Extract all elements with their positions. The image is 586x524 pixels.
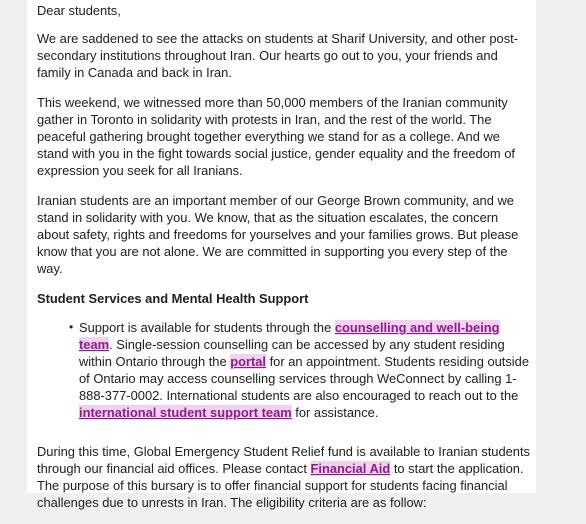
counselling-link[interactable]: counselling and well-being team	[79, 320, 500, 352]
paragraph-relief-fund	[37, 443, 532, 511]
paragraph-gathering: This weekend, we witnessed more than 50,000 members of the Iranian community gather in Toronto in solidarity with protests in Iran, and the rest of the world. The peaceful gathering brought together everything we stand for as a college. And we stand with you in the fight towards social justice, gender equality and the freedom of expression you seek for all Iranians.	[37, 95, 515, 178]
bullet-text: for assistance.	[291, 405, 379, 420]
email-content	[37, 2, 532, 524]
bullet-icon: •	[69, 320, 74, 334]
support-list	[37, 319, 532, 421]
portal-link[interactable]: portal	[230, 354, 267, 369]
right-margin	[536, 0, 586, 493]
paragraph-solidarity: Iranian students are an important member of our George Brown community, and we stand in solidarity with you. We know, that as the situation escalates, the concern about safety, rights and freedoms for yourselves and your families grows. But please know that you are not alone. We are committed in supporting you every step of the way.	[37, 193, 519, 276]
financial-aid-link[interactable]: Financial Aid	[310, 461, 391, 476]
greeting: Dear students,	[37, 3, 121, 18]
relief-text: During this time, Global Emergency Student Relief fund is available to Iranian students through our financial aid offices. Please contact	[37, 444, 530, 476]
bullet-text: for an appointment. Students residing outside of Ontario may access counselling services through WeConnect by calling 1-888-377-0002. International students are also encouraged to reach out to the	[79, 354, 530, 403]
relief-text: to start the application. The purpose of this bursary is to offer financial support for students facing financial challenges due to unrests in Iran. The eligibility criteria are as follow:	[37, 461, 524, 510]
bullet-text: . Single-session counselling can be accessed by any student residing within Ontario through the	[79, 337, 505, 369]
paragraph-attacks: We are saddened to see the attacks on students at Sharif University, and other post-secondary institutions throughout Iran. Our hearts go out to you, your friends and family in Canada and back in Iran.	[37, 31, 519, 80]
bullet-text: Support is available for students through the	[79, 320, 335, 335]
list-item	[69, 319, 532, 421]
section-heading: Student Services and Mental Health Support	[37, 291, 309, 306]
email-body	[27, 0, 536, 510]
international-support-link[interactable]: international student support team	[79, 405, 292, 420]
